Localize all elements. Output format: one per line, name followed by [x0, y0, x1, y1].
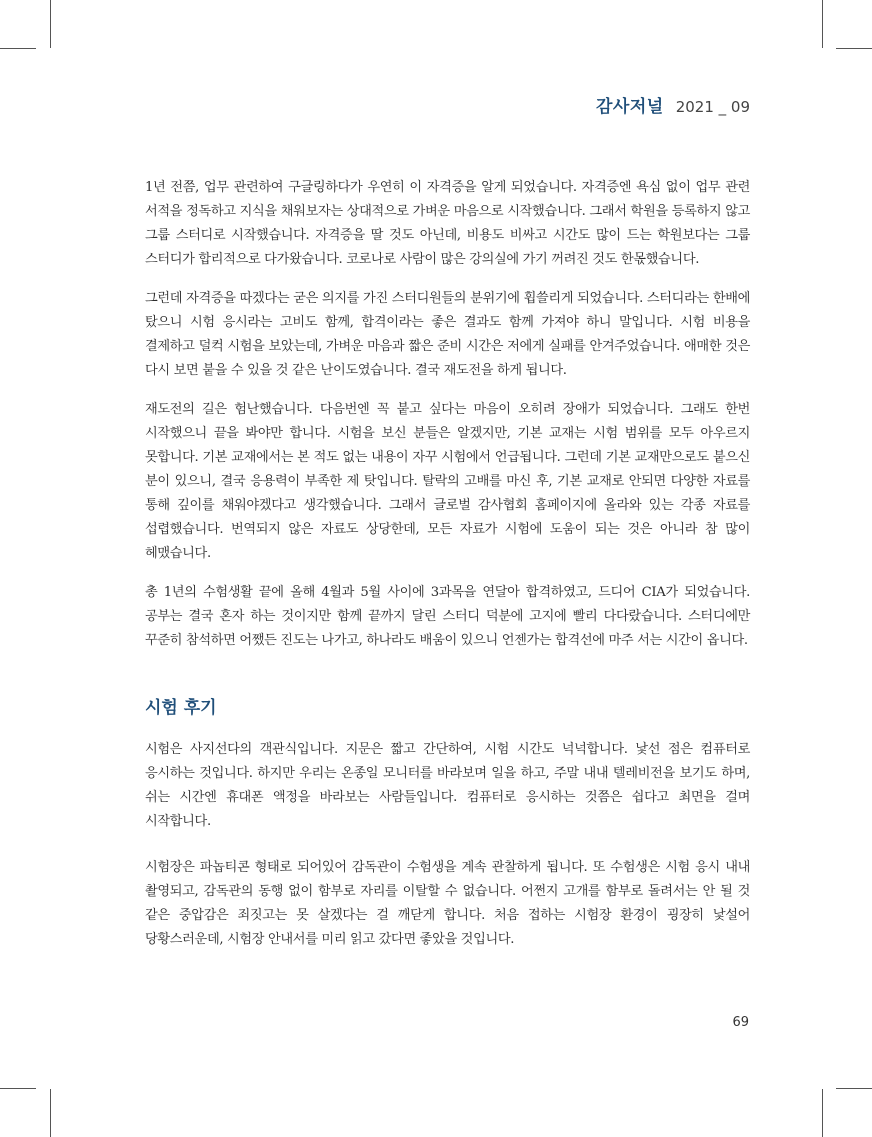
running-head: [596, 92, 750, 117]
crop-mark: [50, 0, 51, 48]
section-heading: 시험 후기: [145, 698, 217, 718]
paragraph: 시험은 사지선다의 객관식입니다. 지문은 짧고 간단하여, 시험 시간도 넉넉합니다. 낯선 점은 컴퓨터로 응시하는 것입니다. 하지만 우리는 온종일 모니터를 바라보며 일을 하고, 주말 내내 텔레비전을 보기도 하며, 쉬는 시간엔 휴대폰 액정을 바라보는 사람들입니다. 컴퓨터로 응시하는 것쯤은 쉽다고 최면을 걸며 시작합니다.: [145, 742, 750, 829]
paragraph: 그런데 자격증을 따겠다는 굳은 의지를 가진 스터디원들의 분위기에 휩쓸리게 되었습니다. 스터디라는 한배에 탔으니 시험 응시라는 고비도 함께, 합격이라는 좋은 결과도 함께 가져야 하니 말입니다. 시험 비용을 결제하고 덜컥 시험을 보았는데, 가벼운 마음과 짧은 준비 시간은 저에게 실패를 안겨주었습니다. 애매한 것은 다시 보면 붙을 수 있을 것 같은 난이도였습니다. 결국 재도전을 하게 됩니다.: [145, 291, 750, 378]
crop-mark: [50, 1089, 51, 1137]
paragraph: 시험장은 파놉티콘 형태로 되어있어 감독관이 수험생을 계속 관찰하게 됩니다. 또 수험생은 시험 응시 내내 촬영되고, 감독관의 동행 없이 함부로 자리를 이탈할 수 없습니다. 어쩐지 고개를 함부로 돌려서는 안 될 것 같은 중압감은 죄짓고는 못 살겠다는 걸 깨닫게 합니다. 처음 접하는 시험장 환경이 굉장히 낯설어 당황스러운데, 시험장 안내서를 미리 읽고 갔다면 좋았을 것입니다.: [145, 860, 750, 947]
paragraph: 1년 전쯤, 업무 관련하여 구글링하다가 우연히 이 자격증을 알게 되었습니다. 자격증엔 욕심 없이 업무 관련 서적을 정독하고 지식을 채워보자는 상대적으로 가벼운 마음으로 시작했습니다. 그래서 학원을 등록하지 않고 그룹 스터디로 시작했습니다. 자격증을 딸 것도 아닌데, 비용도 비싸고 시간도 많이 드는 학원보다는 그룹 스터디가 합리적으로 다가왔습니다. 코로나로 사람이 많은 강의실에 가기 꺼려진 것도 한몫했습니다.: [145, 180, 750, 267]
crop-mark: [822, 0, 823, 48]
crop-mark: [836, 1088, 872, 1089]
issue-number: 2021 _ 09: [675, 98, 750, 116]
crop-mark: [0, 1088, 36, 1089]
paragraph: 총 1년의 수험생활 끝에 올해 4월과 5월 사이에 3과목을 연달아 합격하였고, 드디어 CIA가 되었습니다. 공부는 결국 혼자 하는 것이지만 함께 끝까지 달린 스터디 덕분에 고지에 빨리 다다랐습니다. 스터디에만 꾸준히 참석하면 어쨌든 진도는 나가고, 하나라도 배움이 있으니 언젠가는 합격선에 마주 서는 시간이 옵니다.: [145, 585, 750, 648]
journal-title: 감사저널: [596, 97, 664, 117]
crop-mark: [822, 1089, 823, 1137]
paragraph: 재도전의 길은 험난했습니다. 다음번엔 꼭 붙고 싶다는 마음이 오히려 장애가 되었습니다. 그래도 한번 시작했으니 끝을 봐야만 합니다. 시험을 보신 분들은 알겠지만, 기본 교재는 시험 범위를 모두 아우르지 못합니다. 기본 교재에서는 본 적도 없는 내용이 자꾸 시험에서 언급됩니다. 그런데 기본 교재만으로도 붙으신 분이 있으니, 결국 응용력이 부족한 제 탓입니다. 탈락의 고배를 마신 후, 기본 교재로 안되면 다양한 자료를 통해 깊이를 채워야겠다고 생각했습니다. 그래서 글로벌 감사협회 홈페이지에 올라와 있는 각종 자료를 섭렵했습니다. 번역되지 않은 자료도 상당한데, 모든 자료가 시험에 도움이 되는 것은 아니라 참 많이 헤맸습니다.: [145, 402, 750, 561]
article-body: [145, 176, 750, 967]
crop-mark: [0, 48, 36, 49]
page-number: 69: [732, 1015, 749, 1030]
crop-mark: [836, 48, 872, 49]
